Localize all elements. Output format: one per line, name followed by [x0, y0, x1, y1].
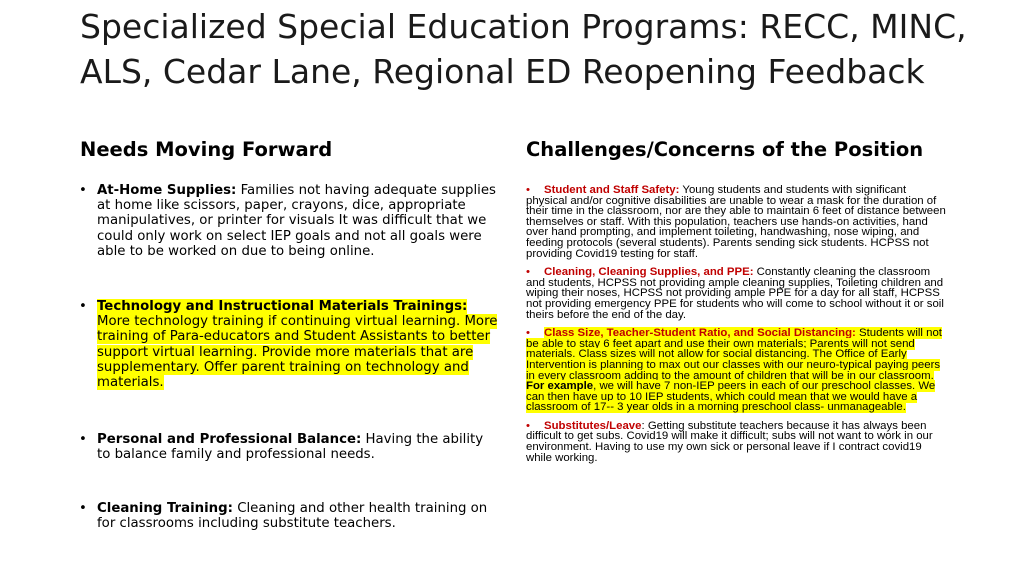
challenges-item-text: : Getting substitute teachers because it has always been difficult to get subs. Covid19 will make it difficult; subs will not want to work in our environment. Having to use my own sick or personal leave if I contract covid19 while working.	[526, 419, 933, 464]
highlighted-text	[526, 327, 942, 413]
challenges-item-label: Class Size, Teacher-Student Ratio, and Social Distancing:	[544, 327, 856, 340]
needs-list	[78, 183, 498, 531]
needs-item-label: Personal and Professional Balance:	[97, 432, 362, 448]
highlighted-text	[97, 299, 497, 390]
needs-heading: Needs Moving Forward	[80, 138, 333, 161]
needs-item-technology-training	[78, 299, 498, 390]
challenges-item-cleaning-ppe	[526, 267, 946, 320]
challenges-item-text: Students will not be able to stay 6 feet apart and use their own materials; Parents will not send materials. Class sizes will not allow for social distancing. The Office of Early Intervention is planning to max out our classes with our neuro-typical paying peers in every classroom adding to the amount of children that will be in our classroom.	[526, 327, 942, 382]
needs-item-text: Cleaning and other health training on for classrooms including substitute teachers.	[97, 500, 488, 531]
needs-item-personal-balance	[78, 432, 498, 462]
needs-item-cleaning-training	[78, 501, 498, 531]
needs-item-label: At-Home Supplies:	[97, 183, 237, 198]
challenges-item-text-continued: , we will have 7 non-IEP peers in each of our preschool classes. We can then have up to 10 IEP students, which could mean that we would have a classroom of 17-- 3 year olds in a morning preschool class- unmanageable.	[526, 380, 936, 414]
needs-item-text: Having the ability to balance family and professional needs.	[97, 432, 484, 463]
challenges-item-label: Cleaning, Cleaning Supplies, and PPE:	[544, 266, 754, 279]
needs-item-text: More technology training if continuing virtual learning. More training of Para-educators and Student Assistants to better support virtual learning. Provide more materials that are supplementary. Offer parent training on technology and materials.	[97, 314, 498, 391]
needs-item-label: Cleaning Training:	[97, 500, 233, 516]
challenges-item-substitutes	[526, 421, 946, 463]
needs-item-text: Families not having adequate supplies at home like scissors, paper, crayons, dice, appropriate manipulatives, or printer for visuals It was difficult that we could only work on select IEP goals and not all goals were able to be worked on due to being online.	[97, 183, 496, 259]
challenges-item-emphasis: For example	[526, 380, 594, 393]
challenges-item-safety	[526, 185, 946, 259]
challenges-list	[526, 185, 946, 471]
slide-title: Specialized Special Education Programs: RECC, MINC, ALS, Cedar Lane, Regional ED Reopening Feedback	[80, 7, 967, 91]
needs-item-at-home-supplies	[78, 183, 498, 259]
challenges-item-class-size	[526, 328, 946, 413]
challenges-item-label: Substitutes/Leave	[544, 419, 642, 432]
challenges-item-text: Young students and students with significant physical and/or cognitive disabilities are unable to wear a mask for the duration of their time in the classroom, nor are they able to maintain 6 feet of distance between themselves or staff. With this population, teachers use hands-on activities, hand over hand prompting, and implement toileting, handwashing, nose wiping, and feeding protocols (several students). Parents sending sick students. HCPSS not providing Covid19 testing for staff.	[526, 184, 946, 260]
challenges-item-text: Constantly cleaning the classroom and students, HCPSS not providing ample cleaning supplies, Toileting children and wiping their noses, HCPSS not providing ample PPE for a day for all staff, HCPSS not providing emergency PPE for students who will come to school without it or soil theirs before the end of the day.	[526, 266, 944, 321]
needs-item-label: Technology and Instructional Materials Trainings:	[97, 299, 468, 315]
challenges-heading: Challenges/Concerns of the Position	[526, 138, 924, 161]
challenges-item-label: Student and Staff Safety:	[544, 184, 680, 196]
